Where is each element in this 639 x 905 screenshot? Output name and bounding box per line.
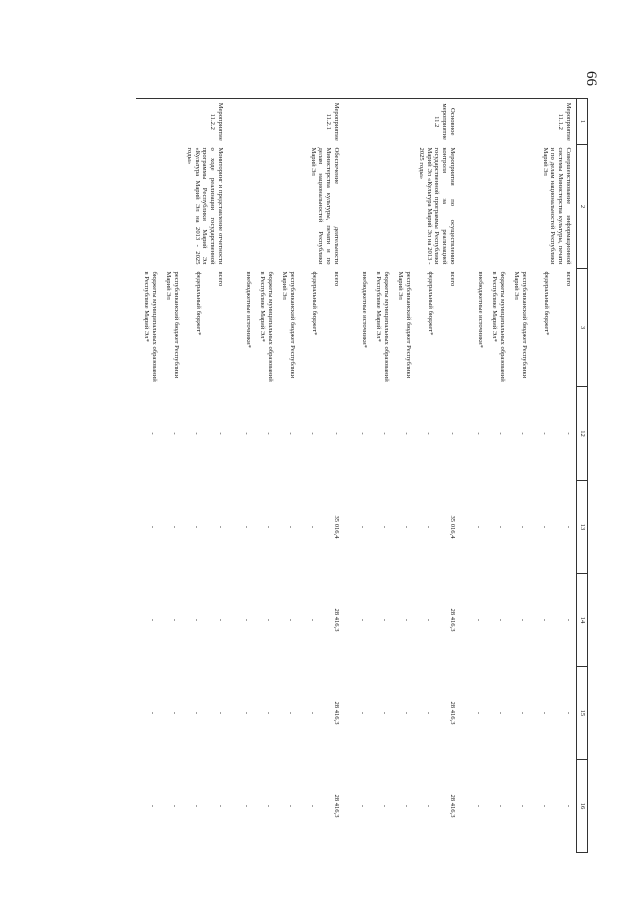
amount-cell: - [217,711,224,715]
amount-cell: - [309,804,316,808]
amount-cell: - [265,432,272,435]
amount-cell: - [149,618,156,622]
amount-cell: - [193,432,200,435]
measure-code: Мероприятие 11.2.1 [230,99,346,145]
amount-cell: - [497,804,504,808]
amount-cell: - [193,525,200,529]
amount-cell: - [359,432,366,435]
amount-cell: - [497,618,504,622]
amount-cell: - [541,804,548,808]
amount-cell: - [149,525,156,529]
measure-name: Мероприятия по осуществлению контроля за реализацией государственной программы Республики Марий Эл «Культура Марий Эл на 2013 - 2025 годы» [417,147,456,265]
amount-cell: - [475,618,482,622]
amount-cell: - [287,618,294,622]
rotated-table-wrapper [122,98,588,852]
amount-cell: - [497,711,504,715]
funding-source: республиканский бюджет Республики Марий Эл [513,271,528,379]
amount-cell: - [497,525,504,529]
amount-cell: - [425,432,432,435]
amount-cell: - [171,432,178,435]
amount-cell: - [171,525,178,529]
amount-cell: - [193,804,200,808]
amount-cell: - [541,432,548,435]
amount-cell: - [243,525,250,529]
amount-cell: - [171,804,178,808]
amount-cell: - [359,618,366,622]
amount-cell: 28 416,3 [449,794,456,818]
amount-cell: - [519,804,526,808]
amount-cell: - [359,525,366,529]
amount-cell: - [243,711,250,715]
measure-name: Мониторинг и представление отчетности о ходе реализации государственной программы Республики Марий Эл «Культура Марий Эл на 2013 - 2025 годы» [185,147,224,265]
amount-cell: - [519,618,526,622]
amount-cell: - [149,804,156,808]
col-header: 1 [577,99,588,145]
table-body [136,99,577,853]
col-header: 3 [577,269,588,387]
amount-cell: - [425,618,432,622]
amount-cell: - [403,711,410,715]
amount-cell: - [565,525,572,529]
amount-cell: - [243,804,250,808]
amount-cell: - [449,432,456,435]
amount-cell: - [565,711,572,715]
col-header: 12 [577,387,588,481]
amount-cell: - [217,618,224,622]
table-row [202,99,230,853]
budget-table [136,98,588,853]
page-number: 66 [583,71,599,86]
amount-cell: - [475,711,482,715]
amount-cell: - [565,618,572,622]
amount-cell: - [541,525,548,529]
amount-cell: - [217,804,224,808]
col-header: 14 [577,574,588,667]
amount-cell: - [217,432,224,435]
amount-cell: - [519,432,526,435]
amount-cell: - [475,804,482,808]
funding-source: внебюджетные источники* [245,271,252,348]
amount-cell: - [287,804,294,808]
amount-cell: - [497,432,504,435]
table-row [318,99,346,853]
amount-cell: - [403,804,410,808]
measure-code: Мероприятие 11.2.2 [136,99,230,145]
amount-cell: - [475,432,482,435]
col-header: 16 [577,760,588,853]
amount-cell: 35 016,4 [333,515,340,539]
amount-cell: - [265,618,272,622]
table-row [434,99,462,853]
header-row [577,99,588,853]
amount-cell: - [287,711,294,715]
measure-name: Обеспечение деятельности Министерства культуры, печати и по делам национальностей Республики Марий Эл [309,147,340,265]
amount-cell: - [381,525,388,529]
funding-source: всего [217,271,224,287]
amount-cell: - [565,432,572,435]
amount-cell: - [333,432,340,435]
amount-cell: - [541,618,548,622]
funding-source: федеральный бюджет* [195,271,202,336]
amount-cell: - [265,525,272,529]
funding-source: всего [333,271,340,287]
funding-source: федеральный бюджет* [543,271,550,336]
amount-cell: - [309,618,316,622]
amount-cell: - [149,432,156,435]
funding-source: всего [449,271,456,287]
amount-cell: - [403,432,410,435]
funding-source: внебюджетные источники* [361,271,368,348]
col-header: 15 [577,667,588,760]
amount-cell: - [403,525,410,529]
funding-source: федеральный бюджет* [311,271,318,336]
amount-cell: - [309,525,316,529]
measure-code: Мероприятие 11.1.2 [462,99,577,145]
amount-cell: - [149,711,156,715]
funding-source: бюджеты муниципальных образований в Республике Марий Эл* [375,271,390,382]
amount-cell: - [381,618,388,622]
amount-cell: - [287,525,294,529]
amount-cell: 28 416,3 [333,794,340,818]
measure-name: Совершенствование информационной системы Министерства культуры, печати и по делам национальностей Республики Марий Эл [541,147,572,265]
funding-source: республиканский бюджет Республики Марий Эл [397,271,412,379]
amount-cell: - [519,525,526,529]
funding-source: бюджеты муниципальных образований в Республике Марий Эл* [491,271,506,382]
amount-cell: - [265,711,272,715]
amount-cell: 28 416,3 [449,608,456,632]
table-row [550,99,577,853]
col-header: 2 [577,145,588,269]
funding-source: всего [565,271,572,287]
measure-code: Основное мероприятие 11.2 [346,99,462,145]
amount-cell: - [359,804,366,808]
funding-source: республиканский бюджет Республики Марий Эл [281,271,296,379]
funding-source: внебюджетные источники* [477,271,484,348]
amount-cell: 28 416,3 [449,701,456,725]
funding-source: бюджеты муниципальных образований в Республике Марий Эл* [259,271,274,382]
amount-cell: - [309,432,316,435]
amount-cell: - [381,432,388,435]
amount-cell: 28 416,3 [333,608,340,632]
funding-source: федеральный бюджет* [427,271,434,336]
amount-cell: - [381,711,388,715]
funding-source: республиканский бюджет Республики Марий Эл [165,271,180,379]
amount-cell: - [171,618,178,622]
amount-cell: - [193,711,200,715]
col-header: 13 [577,481,588,574]
amount-cell: - [425,525,432,529]
amount-cell: 35 016,4 [449,515,456,539]
amount-cell: - [243,618,250,622]
amount-cell: - [265,804,272,808]
amount-cell: - [565,804,572,808]
amount-cell: 28 416,3 [333,701,340,725]
amount-cell: - [425,804,432,808]
amount-cell: - [381,804,388,808]
amount-cell: - [243,432,250,435]
amount-cell: - [287,432,294,435]
funding-source: бюджеты муниципальных образований в Республике Марий Эл* [143,271,158,382]
amount-cell: - [171,711,178,715]
amount-cell: - [193,618,200,622]
amount-cell: - [541,711,548,715]
amount-cell: - [309,711,316,715]
amount-cell: - [403,618,410,622]
amount-cell: - [475,525,482,529]
amount-cell: - [425,711,432,715]
amount-cell: - [519,711,526,715]
amount-cell: - [359,711,366,715]
amount-cell: - [217,525,224,529]
